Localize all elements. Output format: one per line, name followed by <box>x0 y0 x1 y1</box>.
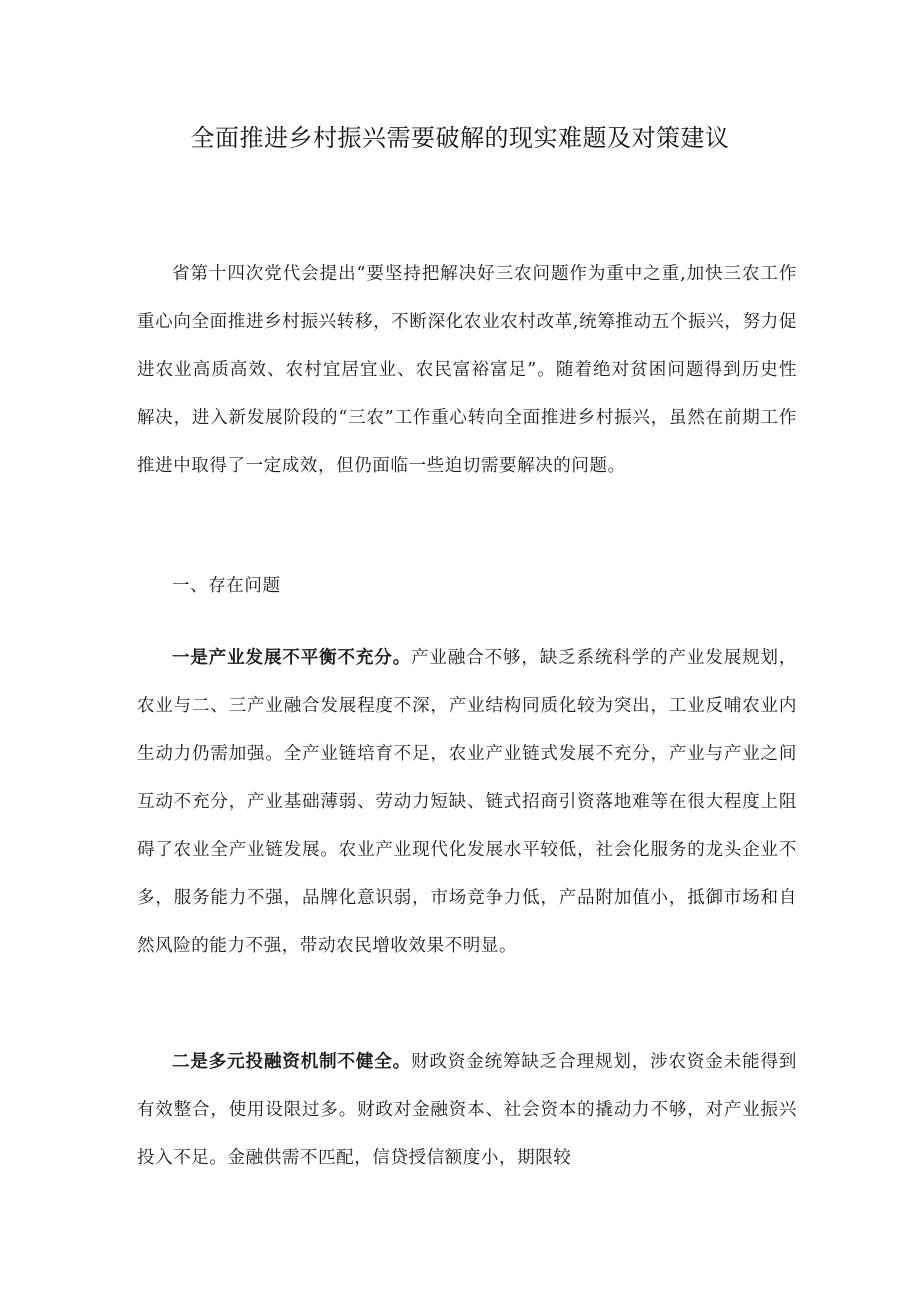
point-two-text: 财政资金统筹缺乏合理规划，涉农资金未能得到有效整合，使用设限过多。财政对金融资本、社会资本的撬动力不够，对产业振兴投入不足。金融供需不匹配，信贷授信额度小，期限较 <box>137 1052 797 1168</box>
point-one-text: 产业融合不够，缺乏系统科学的产业发展规划，农业与二、三产业融合发展程度不深，产业结构同质化较为突出，工业反哺农业内生动力仍需加强。全产业链培育不足，农业产业链式发展不充分，产业与产业之间互动不充分，产业基础薄弱、劳动力短缺、链式招商引资落地难等在很大程度上阻碍了农业全产业链发展。农业产业现代化发展水平较低，社会化服务的龙头企业不多，服务能力不强，品牌化意识弱，市场竞争力低，产品附加值小，抵御市场和自然风险的能力不强，带动农民增收效果不明显。 <box>137 648 797 956</box>
paragraph-point-one <box>137 634 797 970</box>
section-heading-problems: 一、存在问题 <box>172 576 281 596</box>
document-title: 全面推进乡村振兴需要破解的现实难题及对策建议 <box>190 124 730 152</box>
intro-paragraph: 省第十四次党代会提出“要坚持把解决好三农问题作为重中之重,加快三农工作重心向全面推进乡村振兴转移，不断深化农业农村改革,统筹推动五个振兴，努力促进农业高质高效、农村宜居宜业、农民富裕富足”。随着绝对贫困问题得到历史性解决，进入新发展阶段的“三农”工作重心转向全面推进乡村振兴，虽然在前期工作推进中取得了一定成效，但仍面临一些迫切需要解决的问题。 <box>137 264 797 476</box>
point-two-lead: 二是多元投融资机制不健全。 <box>172 1052 412 1072</box>
paragraph-point-two <box>137 1038 797 1182</box>
point-one-lead: 一是产业发展不平衡不充分。 <box>172 648 412 668</box>
